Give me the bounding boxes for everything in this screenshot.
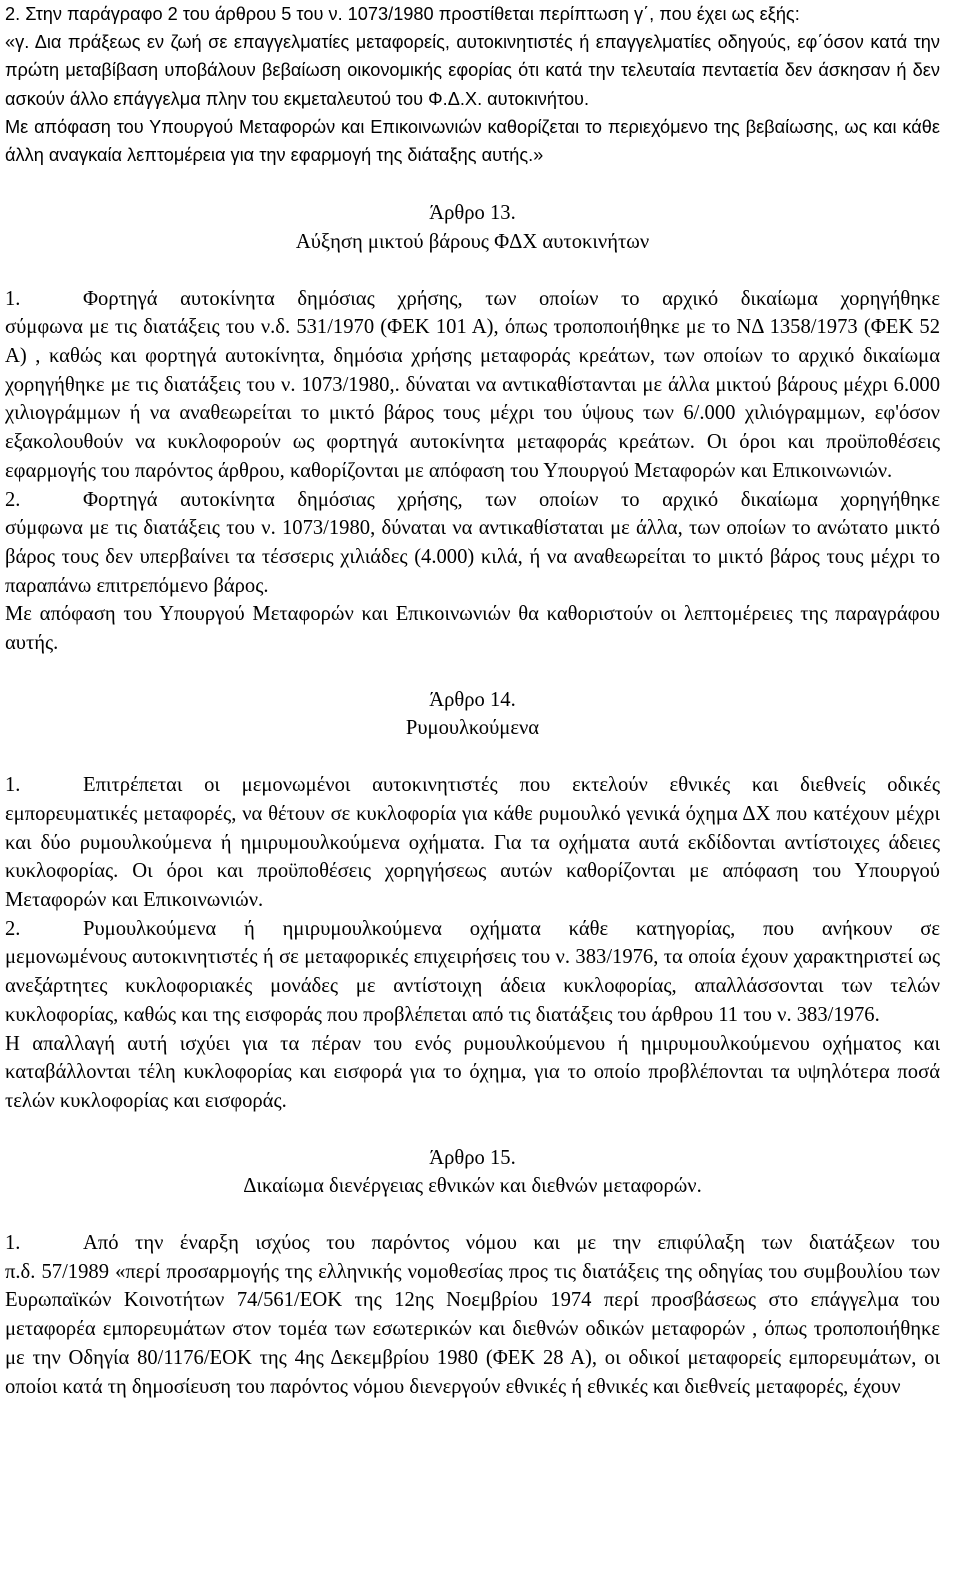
article-14-title: Ρυμουλκούμενα	[405, 717, 540, 740]
article-13-par-2-first-line	[5, 486, 940, 515]
article-15-title: Δικαίωμα διενέργειας εθνικών και διεθνών μεταφορών.	[243, 1175, 702, 1198]
spacer	[5, 1116, 940, 1144]
paragraph-number: 2.	[5, 488, 21, 511]
article-14-par-2-body: μεμονωμένους αυτοκινητιστές ή σε μεταφορικές επιχειρήσεις του ν. 383/1976, τα οποία έχουν χαρακτηριστεί ως ανεξάρτητες κυκλοφοριακές μονάδες με αντίστοιχη άδεια κυκλοφορίας, απαλλάσσονται των τελών κυκλοφορίας, καθώς και της εισφοράς που προβλέπεται από τις διατάξεις του άρθρου 11 του ν. 383/1976.	[5, 946, 940, 1026]
article-13	[5, 199, 940, 658]
paragraph-number: 1.	[5, 287, 21, 310]
paragraph-number: 1.	[5, 1232, 21, 1255]
article-15	[5, 1144, 940, 1402]
paragraph-number: 2.	[5, 917, 21, 940]
spacer	[5, 658, 940, 686]
article-13-title: Αύξηση μικτού βάρους ΦΔΧ αυτοκινήτων	[295, 230, 650, 253]
spacer	[5, 257, 940, 285]
article-15-heading: Άρθρο 15.	[429, 1146, 516, 1169]
article-12-quote: «γ. Δια πράξεως εν ζωή σε επαγγελματίες μεταφορείς, αυτοκινητιστές ή επαγγελματίες οδηγούς, εφ΄όσον κατά την πρώτη μεταβίβαση υποβάλουν βεβαίωση οικονομικής εφορίας ότι κατά την τελευταία πενταετία δεν άσκησαν ή δεν ασκούν άλλο επάγγελμα πλην του εκμεταλευτού του Φ.Δ.Χ. αυτοκινήτου.	[5, 32, 940, 109]
article-15-par-1-body: π.δ. 57/1989 «περί προσαρμογής της ελληνικής νομοθεσίας προς τις διατάξεις της οδηγίας του συμβουλίου των Ευρωπαϊκών Κοινοτήτων 74/561/ΕΟΚ της 12ης Νοεμβρίου 1974 περί προσβάσεως στο επάγγελμα του μεταφορέα εμπορευμάτων στον τομέα των εσωτερικών και διεθνών οδικών μεταφορών , όπως τροποποιήθηκε με την Οδηγία 80/1176/ΕΟΚ της 4ης Δεκεμβρίου 1980 (ΦΕΚ 28 Α), οι οδικοί μεταφορείς εμπορευμάτων, οι οποίοι κατά τη δημοσίευση του παρόντος νόμου διενεργούν εθνικές ή εθνικές και διεθνείς μεταφορές, έχουν	[5, 1260, 940, 1398]
article-14-par-1-first-line	[5, 771, 940, 800]
article-13-par-1-first-line	[5, 285, 940, 314]
spacer	[5, 169, 940, 199]
article-14-heading: Άρθρο 14.	[429, 688, 516, 711]
paragraph-text: Από την έναρξη ισχύος του παρόντος νόμου και με την επιφύλαξη των διατάξεων του	[83, 1232, 940, 1255]
paragraph-text: Φορτηγά αυτοκίνητα δημόσιας χρήσης, των οποίων το αρχικό δικαίωμα χορηγήθηκε	[83, 488, 940, 511]
paragraph-number: 1.	[5, 774, 21, 797]
article-13-par-1-body: σύμφωνα με τις διατάξεις του ν.δ. 531/1970 (ΦΕΚ 101 Α), όπως τροποποιήθηκε με το ΝΔ 1358/1973 (ΦΕΚ 52 Α) , καθώς και φορτηγά αυτοκίνητα, δημόσια χρήσης μεταφοράς κρεάτων, των οποίων το αρχικό δικαίωμα χορηγήθηκε με τις διατάξεις του ν. 1073/1980,. δύναται να αντικαθίστανται με άλλα μικτού βάρους μέχρι 6.000 χιλιογράμμων ή να αναθεωρείται το μικτό βάρος τους μέχρι του ύψους των 6/.000 χιλιόγραμμων, εφ'όσον εξακολουθούν να κυκλοφορούν ως φορτηγά αυτοκίνητα μεταφοράς κρεάτων. Οι όροι και προϋποθέσεις εφαρμογής του παρόντος άρθρου, καθορίζονται με απόφαση του Υπουργού Μεταφορών και Επικοινωνιών.	[5, 316, 940, 482]
article-15-par-1-first-line	[5, 1229, 940, 1258]
document-page	[5, 0, 940, 1401]
article-13-par-3: Με απόφαση του Υπουργού Μεταφορών και Επικοινωνιών θα καθοριστούν οι λεπτομέρειες της παραγράφου αυτής.	[5, 603, 940, 655]
article-14-par-3: Η απαλλαγή αυτή ισχύει για τα πέραν του ενός ρυμουλκούμενου ή ημιρυμουλκούμενου οχήματος και καταβάλλονται τέλη κυκλοφορίας και εισφορά για το όχημα, για το οποίο προβλέπονται τα υψηλότερα ποσά τελών κυκλοφορίας και εισφοράς.	[5, 1032, 940, 1112]
article-12-intro: 2. Στην παράγραφο 2 του άρθρου 5 του ν. 1073/1980 προστίθεται περίπτωση γ΄, που έχει ως εξής:	[5, 4, 800, 24]
paragraph-text: Ρυμουλκούμενα ή ημιρυμουλκούμενα οχήματα κάθε κατηγορίας, που ανήκουν σε	[83, 917, 940, 940]
article-12-decision: Με απόφαση του Υπουργού Μεταφορών και Επικοινωνιών καθορίζεται το περιεχόμενο της βεβαίωσης, ως και κάθε άλλη αναγκαία λεπτομέρεια για την εφαρμογή της διάταξης αυτής.»	[5, 116, 940, 166]
article-13-par-2-body: σύμφωνα με τις διατάξεις του ν. 1073/1980, δύναται να αντικαθίσταται με άλλα, των οποίων το ανώτατο μικτό βάρος τους δεν υπερβαίνει τα τέσσερις χιλιάδες (4.000) κιλά, ή να αναθεωρείται το μικτό βάρος τους μέχρι το παραπάνω επιτρεπόμενο βάρος.	[5, 517, 940, 597]
paragraph-text: Φορτηγά αυτοκίνητα δημόσιας χρήσης, των οποίων το αρχικό δικαίωμα χορηγήθηκε	[83, 287, 940, 310]
article-14	[5, 686, 940, 1116]
spacer	[5, 743, 940, 771]
paragraph-text: Επιτρέπεται οι μεμονωμένοι αυτοκινητιστές που εκτελούν εθνικές και διεθνείς οδικές	[83, 774, 940, 797]
article-14-par-1-body: εμπορευματικές μεταφορές, να θέτουν σε κυκλοφορία για κάθε ρυμουλκό γενικά όχημα ΔΧ που κατέχουν μέχρι και δύο ρυμουλκούμενα ή ημιρυμουλκούμενα οχήματα. Για τα οχήματα αυτά εκδίδονται αντίστοιχες άδειες κυκλοφορίας. Οι όροι και προϋποθέσεις χορηγήσεως αυτών καθορίζονται με απόφαση του Υπουργού Μεταφορών και Επικοινωνιών.	[5, 802, 940, 911]
article-13-heading: Άρθρο 13.	[429, 202, 516, 225]
article-14-par-2-first-line	[5, 915, 940, 944]
article-12-tail	[5, 0, 940, 169]
spacer	[5, 1201, 940, 1229]
